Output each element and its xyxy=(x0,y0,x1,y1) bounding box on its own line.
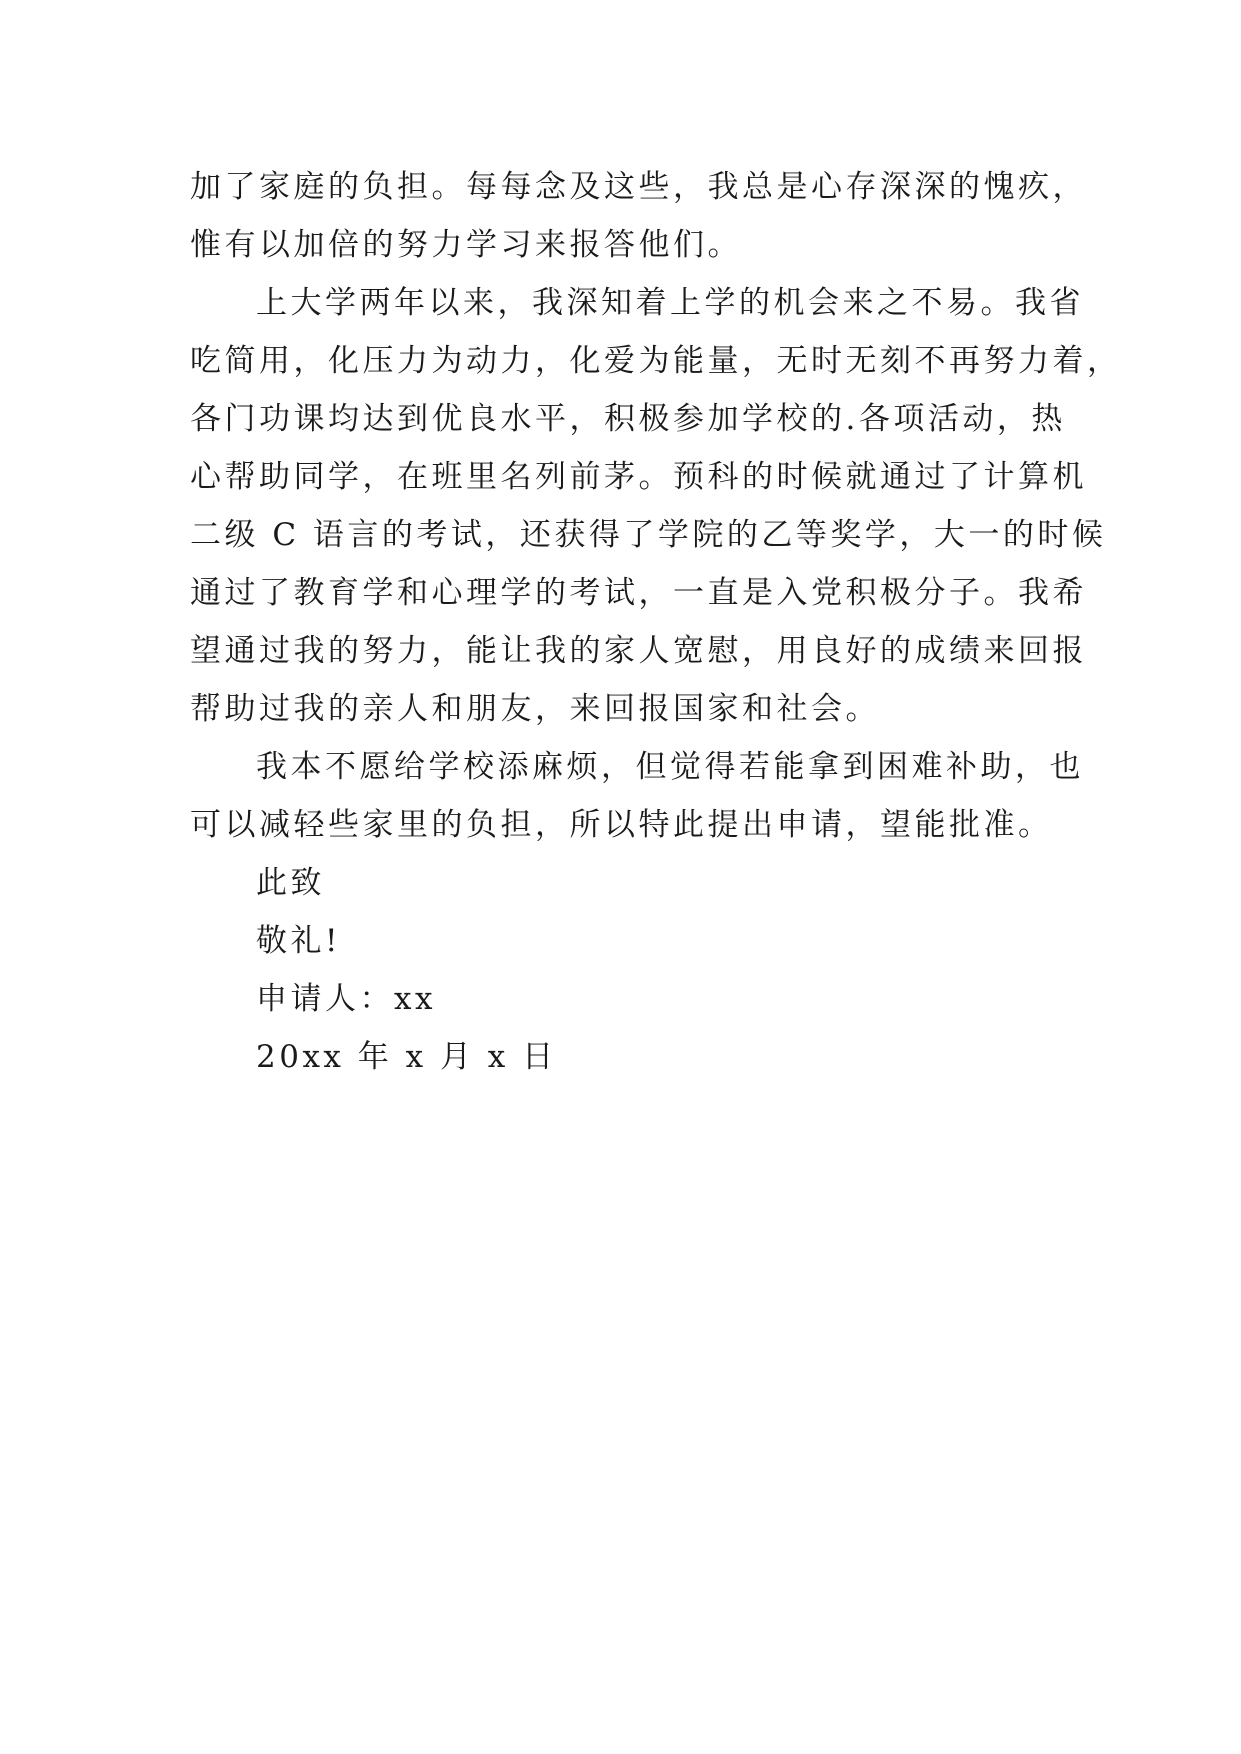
text-line: 望通过我的努力，能让我的家人宽慰，用良好的成绩来回报 xyxy=(190,633,1087,669)
text-line: 可以减轻些家里的负担，所以特此提出申请，望能批准。 xyxy=(190,807,1053,843)
closing-block xyxy=(190,854,1050,1086)
text-line: 惟有以加倍的努力学习来报答他们。 xyxy=(190,227,742,263)
closing-regards: 敬礼! xyxy=(256,923,341,959)
text-line: 二级 C 语言的考试，还获得了学院的乙等奖学，大一的时候 xyxy=(190,517,1107,553)
text-line: 上大学两年以来，我深知着上学的机会来之不易。我省 xyxy=(256,285,1084,321)
application-date: 20xx 年 x 月 x 日 xyxy=(256,1039,557,1075)
paragraph-request xyxy=(190,738,1084,854)
text-line: 加了家庭的负担。每每念及这些，我总是心存深深的愧疚， xyxy=(190,169,1087,205)
text-line: 帮助过我的亲人和朋友，来回报国家和社会。 xyxy=(190,691,880,727)
text-line: 通过了教育学和心理学的考试，一直是入党积极分子。我希 xyxy=(190,575,1087,611)
document-page xyxy=(190,158,1122,1086)
applicant-signature: 申请人：xx xyxy=(256,981,436,1017)
text-line: 吃简用，化压力为动力，化爱为能量，无时无刻不再努力着， xyxy=(190,343,1122,379)
text-line: 各门功课均达到优良水平，积极参加学校的.各项活动，热 xyxy=(190,401,1066,437)
text-line: 我本不愿给学校添麻烦，但觉得若能拿到困难补助，也 xyxy=(256,749,1084,785)
text-line: 心帮助同学，在班里名列前茅。预科的时候就通过了计算机 xyxy=(190,459,1087,495)
paragraph-family-burden xyxy=(190,158,1087,274)
paragraph-achievements xyxy=(190,274,1122,738)
letter-body xyxy=(190,158,1122,1086)
closing-salutation: 此致 xyxy=(256,865,325,901)
